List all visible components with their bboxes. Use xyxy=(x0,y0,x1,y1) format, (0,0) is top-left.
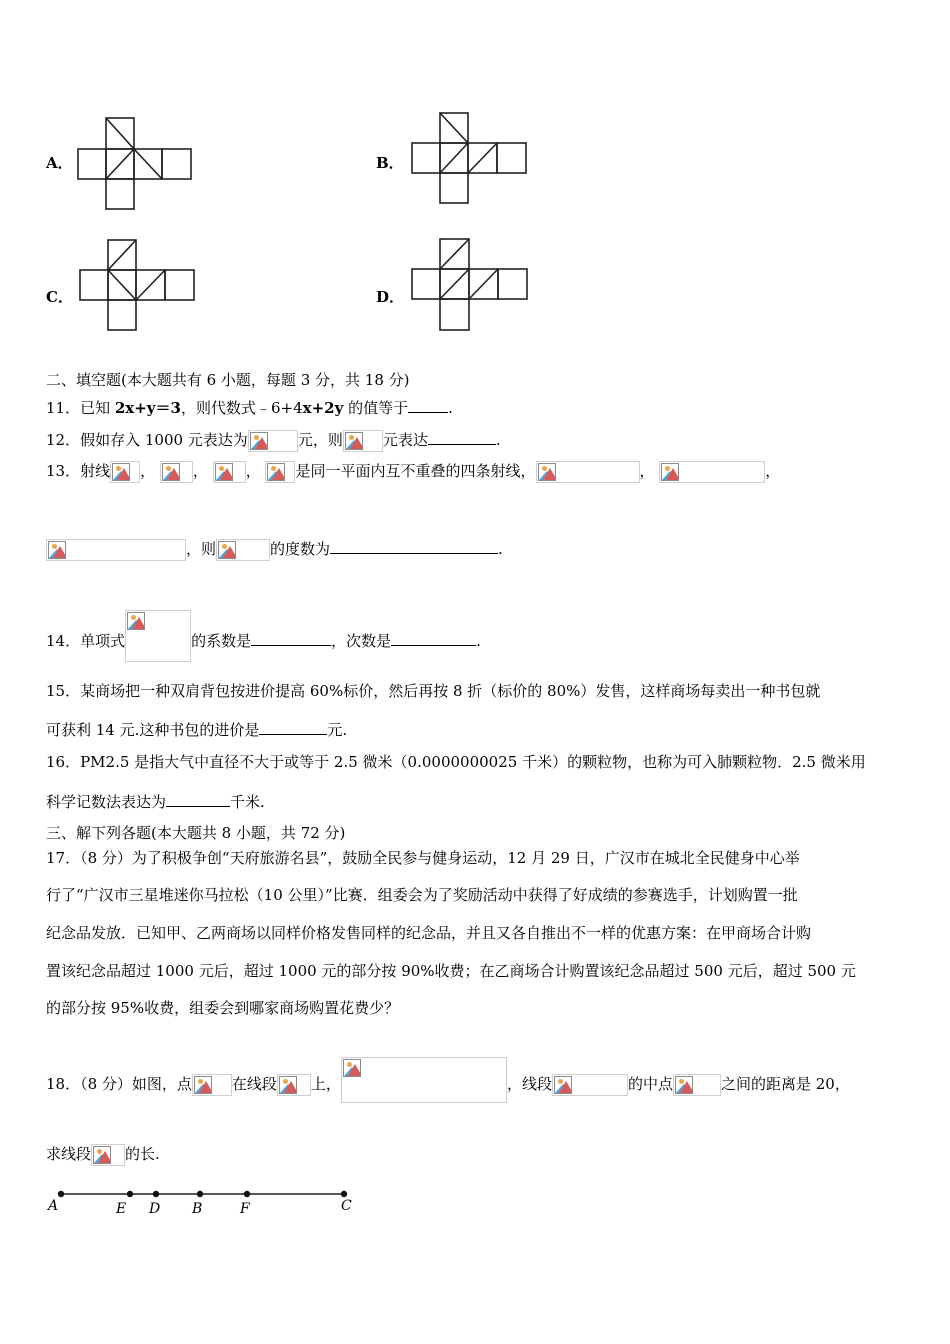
question-17-line1: 17．（8 分）为了积极争创“天府旅游名县”，鼓励全民参与健身运动，12 月 29 日，广汉市在城北全民健身中心举 xyxy=(46,849,800,867)
label-b: B xyxy=(192,1201,203,1217)
q14-end: . xyxy=(476,632,481,650)
broken-image-icon xyxy=(343,430,383,452)
option-d-net-figure xyxy=(409,236,533,334)
option-b-net-figure xyxy=(409,110,531,206)
q16-line2a: 科学记数法表达为 xyxy=(46,793,167,811)
point-a xyxy=(58,1191,64,1197)
broken-image-icon xyxy=(341,1057,507,1103)
point-d xyxy=(153,1191,159,1197)
question-15-line2 xyxy=(46,718,347,740)
broken-image-icon xyxy=(216,539,270,561)
broken-image-icon xyxy=(46,539,186,561)
q18-mid: 的中点 xyxy=(627,1075,673,1093)
q18-ask: 求线段 xyxy=(46,1145,92,1163)
option-a-net-figure xyxy=(75,115,195,211)
point-c xyxy=(341,1191,347,1197)
broken-image-icon xyxy=(248,430,298,452)
q11-suffix: 的值等于 xyxy=(343,399,409,417)
question-11 xyxy=(46,396,453,418)
line-segment-figure xyxy=(40,1185,370,1221)
broken-image-icon xyxy=(552,1074,628,1096)
q18-on2: 上， xyxy=(310,1075,341,1093)
question-17-line5: 的部分按 95%收费，组委会到哪家商场购置花费少？ xyxy=(46,999,400,1017)
section-2-heading: 二、填空题(本大题共有 6 小题，每题 3 分，共 18 分) xyxy=(46,371,410,389)
q18-seg: ，线段 xyxy=(506,1075,552,1093)
q11-expr2: x+2y xyxy=(302,399,344,417)
q12-mid2: 元表达 xyxy=(382,431,428,449)
q13-sep: ， xyxy=(140,462,156,480)
broken-image-icon xyxy=(91,1144,125,1166)
label-c: C xyxy=(341,1198,352,1214)
q18-on: 在线段 xyxy=(231,1075,277,1093)
broken-image-icon xyxy=(673,1074,721,1096)
question-17-line3: 纪念品发放．已知甲、乙两商场以同样价格发售同样的纪念品，并且又各自推出不一样的优惠方案：在甲商场合计购 xyxy=(46,924,812,942)
question-13 xyxy=(46,461,780,483)
option-c-label: C． xyxy=(46,288,73,306)
option-d-label: D． xyxy=(376,288,405,306)
q13-sep: ， xyxy=(192,462,208,480)
label-e: E xyxy=(116,1201,127,1217)
section-3-heading: 三、解下列各题(本大题共 8 小题，共 72 分) xyxy=(46,824,346,842)
broken-image-icon xyxy=(110,461,140,483)
q11-expr1: 2x+y＝3 xyxy=(114,399,181,417)
point-b xyxy=(197,1191,203,1197)
q16-line2b: 千米. xyxy=(230,793,265,811)
option-c-net-figure xyxy=(77,237,199,333)
broken-image-icon xyxy=(277,1074,311,1096)
broken-image-icon xyxy=(265,461,295,483)
q11-middle: ，则代数式﹣6+4 xyxy=(180,399,303,417)
question-17-line4: 置该纪念品超过 1000 元后，超过 1000 元的部分按 90%收费；在乙商场合计购置该纪念品超过 500 元后，超过 500 元 xyxy=(46,962,856,980)
q14-coef-blank[interactable] xyxy=(251,629,331,646)
question-12 xyxy=(46,428,501,452)
label-d: D xyxy=(149,1201,161,1217)
q12-answer-blank[interactable] xyxy=(428,428,496,445)
q15-line2a: 可获利 14 元.这种书包的进价是 xyxy=(46,721,260,739)
option-b-label: B． xyxy=(376,154,404,172)
q13-mid: 是同一平面内互不重叠的四条射线， xyxy=(295,462,536,480)
q14-coef: 的系数是 xyxy=(191,632,252,650)
q11-prefix: 11．已知 xyxy=(46,399,115,417)
broken-image-icon xyxy=(125,610,191,662)
q18-len: 的长. xyxy=(125,1145,160,1163)
label-a: A xyxy=(48,1198,59,1214)
q11-end: . xyxy=(448,399,453,417)
q15-line2b: 元. xyxy=(327,721,348,739)
q15-answer-blank[interactable] xyxy=(259,718,327,735)
label-f: F xyxy=(240,1201,250,1217)
q18-prefix: 18．（8 分）如图，点 xyxy=(46,1075,192,1093)
question-13-cont xyxy=(46,537,503,561)
q13-sep: ， xyxy=(765,462,781,480)
q18-dist: 之间的距离是 20， xyxy=(720,1075,850,1093)
q12-prefix: 12．假如存入 1000 元表达为 xyxy=(46,431,248,449)
point-f xyxy=(244,1191,250,1197)
point-e xyxy=(127,1191,133,1197)
question-16-line1: 16．PM2.5 是指大气中直径不大于或等于 2.5 微米（0.0000000025 千米）的颗粒物，也称为可入肺颗粒物．2.5 微米用 xyxy=(46,753,866,771)
q13-end: . xyxy=(498,540,503,558)
broken-image-icon xyxy=(192,1074,232,1096)
q13-answer-blank[interactable] xyxy=(330,537,498,554)
q14-deg: ，次数是 xyxy=(331,632,392,650)
broken-image-icon xyxy=(213,461,246,483)
broken-image-icon xyxy=(536,461,640,483)
q14-prefix: 14．单项式 xyxy=(46,632,126,650)
q11-answer-blank[interactable] xyxy=(408,396,448,413)
broken-image-icon xyxy=(659,461,765,483)
q13-sep: ， xyxy=(639,462,655,480)
option-a-label: A． xyxy=(46,154,73,172)
broken-image-icon xyxy=(160,461,193,483)
q13-prefix: 13．射线 xyxy=(46,462,111,480)
question-17-line2: 行了“广汉市三星堆迷你马拉松（10 公里）”比赛．组委会为了奖励活动中获得了好成绩的参赛选手，计划购置一批 xyxy=(46,886,798,904)
question-15-line1: 15．某商场把一种双肩背包按进价提高 60%标价，然后再按 8 折（标价的 80%）发售，这样商场每卖出一种书包就 xyxy=(46,682,821,700)
q13-degree: 的度数为 xyxy=(270,540,331,558)
q16-answer-blank[interactable] xyxy=(166,790,230,807)
q12-end: . xyxy=(495,431,501,449)
question-16-line2 xyxy=(46,790,265,812)
q14-degree-blank[interactable] xyxy=(391,629,476,646)
question-14 xyxy=(46,610,481,662)
q13-sep: ， xyxy=(245,462,261,480)
q13-then: ，则 xyxy=(186,540,217,558)
question-18-cont xyxy=(46,1144,160,1166)
question-18 xyxy=(46,1057,850,1103)
q12-mid1: 元，则 xyxy=(297,431,343,449)
